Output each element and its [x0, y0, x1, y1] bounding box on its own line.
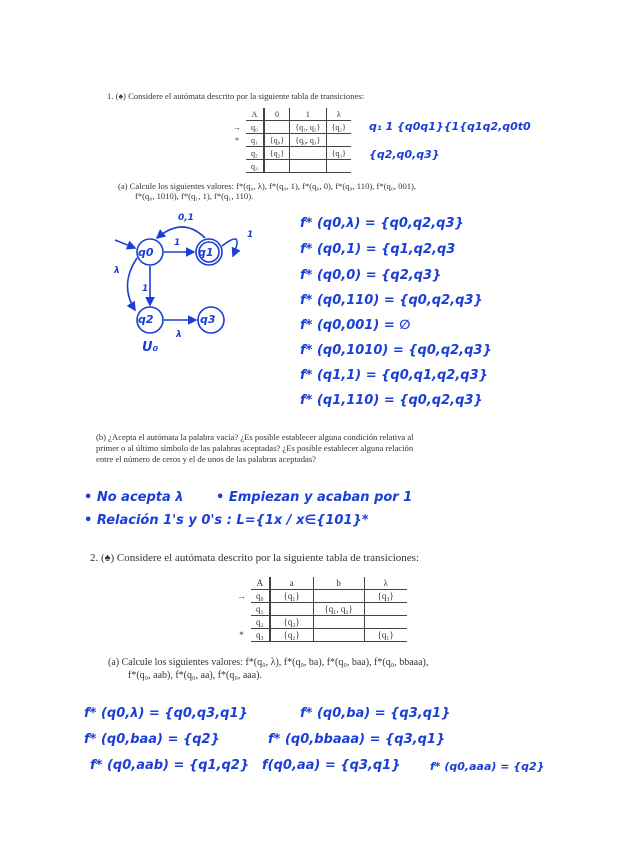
table-cell: [264, 121, 290, 134]
ex2-answer: f* (q0,ba) = {q3,q1}: [300, 706, 451, 721]
self-loop-q1: [222, 239, 237, 256]
under-q2-note: U₀: [142, 340, 159, 355]
table-cell: [364, 603, 407, 616]
table-header-cell: A: [246, 108, 264, 121]
table-cell: [313, 616, 364, 629]
ex2-answer: f* (q0,aaa) = {q2}: [430, 760, 545, 773]
ex1-b-answer-3: • Relación 1's y 0's : L={1x / x∈{101}*: [84, 513, 369, 528]
table-cell: {q₀, q₁}: [290, 134, 326, 147]
table-cell: {q₂}: [264, 147, 290, 160]
ex1-part-b: (b) ¿Acepta el autómata la palabra vacía? ¿Es posible establecer alguna condición relativa al primer o al último símbolo de las palabras aceptadas? ¿Es posible establecer alguna relación entre el número de ceros y el de unos de las palabras aceptadas?: [96, 432, 414, 464]
ex1-part-a: (a) Calcule los siguientes valores: f*(q₀, λ), f*(q₀, 1), f*(q₀, 0), f*(q₀, 110), f*(q₀, 001),: [118, 181, 417, 191]
table-cell: [364, 616, 407, 629]
table-cell: {q₃}: [364, 590, 407, 603]
table-cell: [270, 603, 314, 616]
table-header-row: [232, 577, 407, 590]
ex1-part-a-cont: f*(q₀, 1010), f*(q₁, 1), f*(q₁, 110).: [135, 191, 254, 201]
ex1-marker: (♠): [115, 91, 126, 101]
hw-note-2: {q2,q0,q3}: [369, 148, 440, 161]
table-row: [228, 147, 351, 160]
edge-q0-q2-label: 1: [142, 284, 149, 294]
table-header-cell: a: [270, 577, 314, 590]
ex1-answer: f* (q0,1) = {q1,q2,q3: [300, 242, 456, 257]
table-row: [228, 134, 351, 147]
table-row: [232, 629, 407, 642]
table-header-cell: b: [313, 577, 364, 590]
table-cell: [326, 160, 351, 173]
table-cell: {q₀}: [264, 134, 290, 147]
ex2-number: 2.: [90, 552, 99, 564]
table-header-cell: λ: [364, 577, 407, 590]
ex1-answer: f* (q0,110) = {q0,q2,q3}: [300, 293, 483, 308]
table-cell: [264, 160, 290, 173]
ex1-answer: f* (q1,110) = {q0,q2,q3}: [300, 393, 483, 408]
table-cell: [228, 147, 246, 160]
ex2-part-a: (a) Calcule los siguientes valores: f*(q₀, λ), f*(q₀, ba), f*(q₀, baa), f*(q₀, bbaaa),: [108, 657, 429, 668]
edge-q2-q3-label: λ: [176, 330, 182, 340]
table-cell: {q₁}: [364, 629, 407, 642]
ex1-transition-table: [228, 108, 351, 173]
table-header-cell: A: [251, 577, 270, 590]
start-arrow: [115, 240, 135, 248]
state-q1-label: q1: [198, 246, 214, 259]
table-cell: {q₁, q₂}: [313, 603, 364, 616]
ex1-answer: f* (q0,λ) = {q0,q2,q3}: [300, 216, 464, 231]
table-cell: →: [237, 591, 246, 601]
ex2-answer: f* (q0,bbaaa) = {q3,q1}: [268, 732, 446, 747]
hw-note-1: q₁ 1 {q0q1}{1{q1q2,q0t0: [369, 120, 531, 133]
ex2-part-a-cont: f*(q₀, aab), f*(q₀, aa), f*(q₀, aaa).: [128, 670, 262, 681]
table-cell: →: [233, 122, 241, 132]
self-loop-q1-label: 1: [247, 230, 254, 240]
ex1-answer: f* (q0,1010) = {q0,q2,q3}: [300, 343, 492, 358]
ex1-b-answer-1: • No acepta λ: [84, 490, 184, 505]
ex2-statement-text: Considere el autómata descrito por la siguiente tabla de transiciones:: [116, 552, 420, 564]
edge-q1-q0: [157, 227, 205, 238]
ex1-b-answer-2: • Empiezan y acaban por 1: [216, 490, 413, 505]
table-cell: {q₁}: [270, 590, 314, 603]
table-cell: q₂: [246, 147, 264, 160]
edge-q1-q0-label: 0,1: [178, 213, 194, 223]
table-cell: [326, 134, 351, 147]
table-row: [228, 121, 351, 134]
table-cell: q₃: [246, 160, 264, 173]
table-cell: [290, 147, 326, 160]
edge-q0-q2-lambda-label: λ: [114, 266, 120, 276]
table-row: [232, 616, 407, 629]
ex1-answer: f* (q1,1) = {q0,q1,q2,q3}: [300, 368, 488, 383]
table-header-cell: 0: [264, 108, 290, 121]
table-cell: q₀: [246, 121, 264, 134]
ex2-answer: f* (q0,λ) = {q0,q3,q1}: [84, 706, 248, 721]
table-cell: {q₃}: [270, 616, 314, 629]
table-cell: [232, 577, 251, 590]
table-cell: *: [235, 135, 239, 145]
table-cell: {q₁, q₂}: [290, 121, 326, 134]
ex2-answer: f(q0,aa) = {q3,q1}: [262, 758, 401, 773]
ex2-answer: f* (q0,baa) = {q2}: [84, 732, 220, 747]
table-cell: q₃: [251, 629, 270, 642]
edge-q0-q1-label: 1: [174, 238, 181, 248]
table-header-cell: λ: [326, 108, 351, 121]
table-row: [232, 590, 407, 603]
table-cell: q₀: [251, 590, 270, 603]
table-row: [232, 603, 407, 616]
ex2-transition-table: [232, 577, 407, 642]
ex1-statement: [107, 91, 364, 102]
table-cell: {q₂}: [270, 629, 314, 642]
ex2-marker: (♠): [101, 552, 115, 564]
state-q3-label: q3: [200, 313, 216, 326]
table-cell: {q₂}: [326, 121, 351, 134]
table-cell: [232, 603, 251, 616]
table-cell: q₂: [251, 616, 270, 629]
ex2-answer: f* (q0,aab) = {q1,q2}: [90, 758, 250, 773]
table-cell: [228, 108, 246, 121]
ex1-statement-text: Considere el autómata descrito por la siguiente tabla de transiciones:: [128, 91, 365, 101]
table-cell: q₁: [246, 134, 264, 147]
table-cell: [313, 629, 364, 642]
ex2-statement: [90, 553, 419, 564]
table-cell: *: [239, 630, 244, 640]
state-q2-label: q2: [138, 313, 154, 326]
table-cell: [228, 160, 246, 173]
table-cell: [290, 160, 326, 173]
ex1-number: 1.: [107, 91, 114, 101]
table-cell: [313, 590, 364, 603]
ex1-answer: f* (q0,0) = {q2,q3}: [300, 268, 442, 283]
table-row: [228, 160, 351, 173]
edge-q0-q2-lambda: [127, 258, 137, 310]
table-cell: [232, 616, 251, 629]
table-cell: q₁: [251, 603, 270, 616]
ex1-answer: f* (q0,001) = ∅: [300, 318, 411, 333]
table-cell: {q₃}: [326, 147, 351, 160]
table-header-row: [228, 108, 351, 121]
table-header-cell: 1: [290, 108, 326, 121]
state-q0-label: q0: [138, 246, 154, 259]
